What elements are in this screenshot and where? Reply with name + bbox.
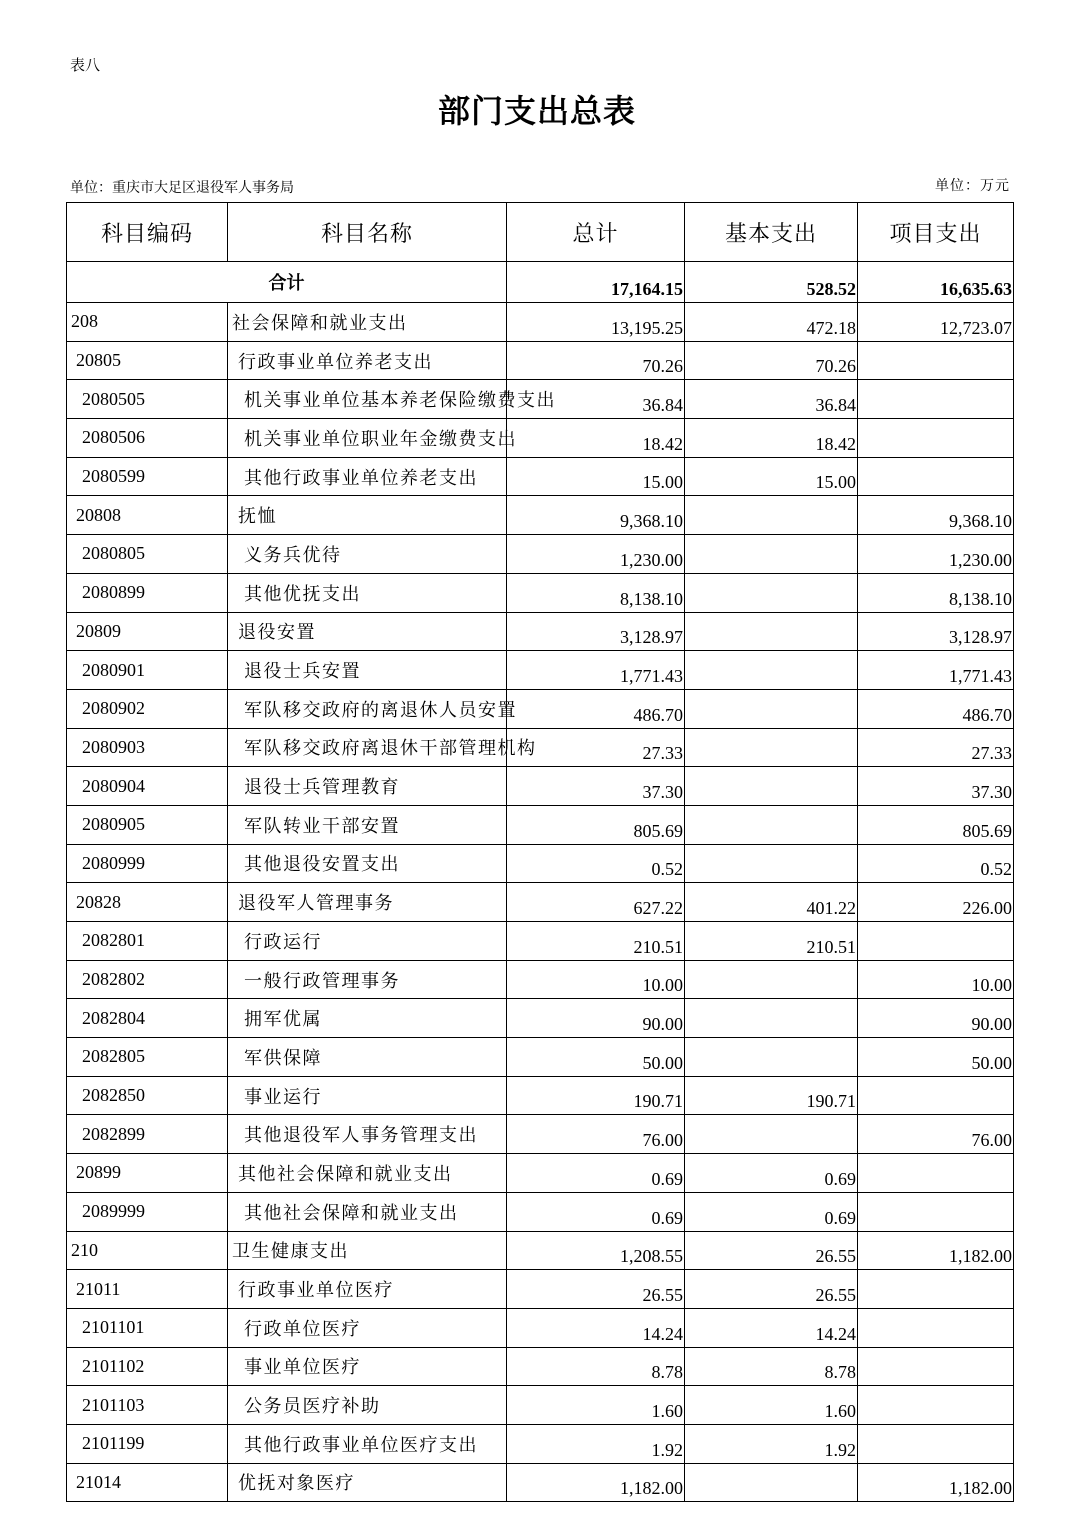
header-code: 科目编码 bbox=[67, 203, 228, 262]
total-label: 合计 bbox=[67, 262, 507, 303]
row-code: 2082801 bbox=[67, 922, 228, 961]
table-row bbox=[67, 651, 1014, 690]
table-row bbox=[67, 1424, 1014, 1463]
row-name: 其他行政事业单位医疗支出 bbox=[228, 1424, 507, 1463]
row-code: 20805 bbox=[67, 341, 228, 380]
row-project bbox=[858, 380, 1014, 419]
row-project bbox=[858, 419, 1014, 458]
row-total: 13,195.25 bbox=[507, 303, 685, 342]
row-name: 事业单位医疗 bbox=[228, 1347, 507, 1386]
row-name: 优抚对象医疗 bbox=[228, 1463, 507, 1502]
row-basic bbox=[685, 1038, 858, 1077]
row-total: 1,771.43 bbox=[507, 651, 685, 690]
row-code: 2089999 bbox=[67, 1192, 228, 1231]
row-code: 2080505 bbox=[67, 380, 228, 419]
row-code: 20828 bbox=[67, 883, 228, 922]
row-total: 26.55 bbox=[507, 1270, 685, 1309]
row-project: 1,771.43 bbox=[858, 651, 1014, 690]
row-basic: 8.78 bbox=[685, 1347, 858, 1386]
row-basic: 0.69 bbox=[685, 1154, 858, 1193]
row-project: 805.69 bbox=[858, 805, 1014, 844]
row-code: 21014 bbox=[67, 1463, 228, 1502]
row-name: 退役士兵安置 bbox=[228, 651, 507, 690]
row-basic bbox=[685, 535, 858, 574]
row-name: 行政事业单位养老支出 bbox=[228, 341, 507, 380]
row-total: 76.00 bbox=[507, 1115, 685, 1154]
row-total: 1.60 bbox=[507, 1386, 685, 1425]
table-row bbox=[67, 535, 1014, 574]
table-row bbox=[67, 1115, 1014, 1154]
row-total: 8,138.10 bbox=[507, 573, 685, 612]
row-name: 行政事业单位医疗 bbox=[228, 1270, 507, 1309]
page-title: 部门支出总表 bbox=[437, 92, 636, 130]
unit-currency: 单位：万元 bbox=[935, 178, 1010, 194]
row-basic bbox=[685, 496, 858, 535]
total-row bbox=[67, 262, 1014, 303]
row-project bbox=[858, 1076, 1014, 1115]
row-code: 20808 bbox=[67, 496, 228, 535]
row-basic: 14.24 bbox=[685, 1308, 858, 1347]
row-project: 1,230.00 bbox=[858, 535, 1014, 574]
row-project: 37.30 bbox=[858, 767, 1014, 806]
row-basic: 0.69 bbox=[685, 1192, 858, 1231]
row-basic: 1.92 bbox=[685, 1424, 858, 1463]
row-basic bbox=[685, 612, 858, 651]
row-basic: 70.26 bbox=[685, 341, 858, 380]
row-total: 27.33 bbox=[507, 728, 685, 767]
table-row bbox=[67, 612, 1014, 651]
row-name: 拥军优属 bbox=[228, 999, 507, 1038]
row-basic bbox=[685, 844, 858, 883]
row-code: 2082804 bbox=[67, 999, 228, 1038]
row-total: 10.00 bbox=[507, 960, 685, 999]
total-sum: 17,164.15 bbox=[507, 262, 685, 303]
table-row bbox=[67, 689, 1014, 728]
table-row bbox=[67, 883, 1014, 922]
table-row bbox=[67, 1270, 1014, 1309]
table-row bbox=[67, 1347, 1014, 1386]
row-total: 486.70 bbox=[507, 689, 685, 728]
total-project: 16,635.63 bbox=[858, 262, 1014, 303]
row-total: 8.78 bbox=[507, 1347, 685, 1386]
row-total: 18.42 bbox=[507, 419, 685, 458]
row-basic: 401.22 bbox=[685, 883, 858, 922]
row-name: 社会保障和就业支出 bbox=[228, 303, 507, 342]
row-basic bbox=[685, 1115, 858, 1154]
row-basic: 26.55 bbox=[685, 1231, 858, 1270]
row-project: 0.52 bbox=[858, 844, 1014, 883]
row-project: 226.00 bbox=[858, 883, 1014, 922]
row-basic bbox=[685, 999, 858, 1038]
row-basic: 26.55 bbox=[685, 1270, 858, 1309]
row-name: 义务兵优待 bbox=[228, 535, 507, 574]
row-basic: 210.51 bbox=[685, 922, 858, 961]
row-name: 事业运行 bbox=[228, 1076, 507, 1115]
row-total: 0.52 bbox=[507, 844, 685, 883]
header-basic: 基本支出 bbox=[685, 203, 858, 262]
row-code: 208 bbox=[67, 303, 228, 342]
row-total: 3,128.97 bbox=[507, 612, 685, 651]
row-name: 退役安置 bbox=[228, 612, 507, 651]
row-total: 1,230.00 bbox=[507, 535, 685, 574]
table-row bbox=[67, 805, 1014, 844]
row-basic bbox=[685, 651, 858, 690]
row-basic: 15.00 bbox=[685, 457, 858, 496]
row-total: 0.69 bbox=[507, 1192, 685, 1231]
row-project: 50.00 bbox=[858, 1038, 1014, 1077]
row-total: 36.84 bbox=[507, 380, 685, 419]
table-row bbox=[67, 922, 1014, 961]
row-project bbox=[858, 1308, 1014, 1347]
table-row bbox=[67, 341, 1014, 380]
row-code: 2101102 bbox=[67, 1347, 228, 1386]
row-basic: 190.71 bbox=[685, 1076, 858, 1115]
row-code: 2082805 bbox=[67, 1038, 228, 1077]
row-code: 2082899 bbox=[67, 1115, 228, 1154]
table-row bbox=[67, 1192, 1014, 1231]
row-basic bbox=[685, 1463, 858, 1502]
row-code: 2082802 bbox=[67, 960, 228, 999]
table-row bbox=[67, 303, 1014, 342]
row-project bbox=[858, 1386, 1014, 1425]
row-project: 90.00 bbox=[858, 999, 1014, 1038]
row-name: 其他社会保障和就业支出 bbox=[228, 1192, 507, 1231]
row-project bbox=[858, 1154, 1014, 1193]
total-basic: 528.52 bbox=[685, 262, 858, 303]
row-code: 2101199 bbox=[67, 1424, 228, 1463]
row-name: 军队移交政府离退休干部管理机构 bbox=[228, 728, 507, 767]
table-row bbox=[67, 1463, 1014, 1502]
table-row bbox=[67, 1308, 1014, 1347]
row-total: 50.00 bbox=[507, 1038, 685, 1077]
table-number: 表八 bbox=[70, 56, 101, 74]
row-code: 2080902 bbox=[67, 689, 228, 728]
row-project: 9,368.10 bbox=[858, 496, 1014, 535]
row-code: 2080599 bbox=[67, 457, 228, 496]
row-total: 37.30 bbox=[507, 767, 685, 806]
table-row bbox=[67, 457, 1014, 496]
row-name: 机关事业单位基本养老保险缴费支出 bbox=[228, 380, 507, 419]
row-project: 8,138.10 bbox=[858, 573, 1014, 612]
expenditure-table bbox=[66, 202, 1014, 1502]
table-row bbox=[67, 1231, 1014, 1270]
row-total: 1,182.00 bbox=[507, 1463, 685, 1502]
row-code: 2080905 bbox=[67, 805, 228, 844]
row-total: 14.24 bbox=[507, 1308, 685, 1347]
row-project: 76.00 bbox=[858, 1115, 1014, 1154]
table-row bbox=[67, 1154, 1014, 1193]
row-code: 2080999 bbox=[67, 844, 228, 883]
row-total: 90.00 bbox=[507, 999, 685, 1038]
table-row bbox=[67, 1038, 1014, 1077]
row-project: 486.70 bbox=[858, 689, 1014, 728]
row-basic: 472.18 bbox=[685, 303, 858, 342]
row-name: 其他优抚支出 bbox=[228, 573, 507, 612]
row-name: 行政单位医疗 bbox=[228, 1308, 507, 1347]
row-name: 军队转业干部安置 bbox=[228, 805, 507, 844]
table-row bbox=[67, 1076, 1014, 1115]
row-project: 27.33 bbox=[858, 728, 1014, 767]
row-total: 15.00 bbox=[507, 457, 685, 496]
row-total: 210.51 bbox=[507, 922, 685, 961]
header-project: 项目支出 bbox=[858, 203, 1014, 262]
row-name: 其他行政事业单位养老支出 bbox=[228, 457, 507, 496]
row-name: 军供保障 bbox=[228, 1038, 507, 1077]
row-project bbox=[858, 1192, 1014, 1231]
row-project: 12,723.07 bbox=[858, 303, 1014, 342]
row-code: 2080805 bbox=[67, 535, 228, 574]
row-name: 抚恤 bbox=[228, 496, 507, 535]
row-name: 其他退役安置支出 bbox=[228, 844, 507, 883]
row-project bbox=[858, 341, 1014, 380]
row-basic: 18.42 bbox=[685, 419, 858, 458]
row-name: 一般行政管理事务 bbox=[228, 960, 507, 999]
table-row bbox=[67, 1386, 1014, 1425]
row-name: 退役士兵管理教育 bbox=[228, 767, 507, 806]
row-name: 公务员医疗补助 bbox=[228, 1386, 507, 1425]
header-row bbox=[67, 203, 1014, 262]
table-row bbox=[67, 496, 1014, 535]
table-row bbox=[67, 960, 1014, 999]
row-name: 其他退役军人事务管理支出 bbox=[228, 1115, 507, 1154]
table-row bbox=[67, 419, 1014, 458]
table-row bbox=[67, 999, 1014, 1038]
table-row bbox=[67, 767, 1014, 806]
table-row bbox=[67, 844, 1014, 883]
row-code: 2082850 bbox=[67, 1076, 228, 1115]
row-project: 1,182.00 bbox=[858, 1463, 1014, 1502]
row-basic bbox=[685, 573, 858, 612]
row-basic bbox=[685, 689, 858, 728]
row-code: 210 bbox=[67, 1231, 228, 1270]
row-project: 1,182.00 bbox=[858, 1231, 1014, 1270]
row-code: 2101103 bbox=[67, 1386, 228, 1425]
row-basic bbox=[685, 960, 858, 999]
row-code: 2080904 bbox=[67, 767, 228, 806]
row-total: 627.22 bbox=[507, 883, 685, 922]
table-row bbox=[67, 728, 1014, 767]
row-project bbox=[858, 1347, 1014, 1386]
table-row bbox=[67, 573, 1014, 612]
row-basic: 36.84 bbox=[685, 380, 858, 419]
row-basic bbox=[685, 728, 858, 767]
row-total: 1,208.55 bbox=[507, 1231, 685, 1270]
row-total: 0.69 bbox=[507, 1154, 685, 1193]
row-project bbox=[858, 1424, 1014, 1463]
row-project bbox=[858, 922, 1014, 961]
row-name: 退役军人管理事务 bbox=[228, 883, 507, 922]
row-project: 3,128.97 bbox=[858, 612, 1014, 651]
row-name: 卫生健康支出 bbox=[228, 1231, 507, 1270]
row-total: 70.26 bbox=[507, 341, 685, 380]
row-code: 2101101 bbox=[67, 1308, 228, 1347]
row-basic: 1.60 bbox=[685, 1386, 858, 1425]
row-name: 行政运行 bbox=[228, 922, 507, 961]
row-code: 2080903 bbox=[67, 728, 228, 767]
header-name: 科目名称 bbox=[228, 203, 507, 262]
header-total: 总计 bbox=[507, 203, 685, 262]
row-code: 20809 bbox=[67, 612, 228, 651]
row-basic bbox=[685, 767, 858, 806]
row-code: 2080506 bbox=[67, 419, 228, 458]
row-project bbox=[858, 1270, 1014, 1309]
row-total: 1.92 bbox=[507, 1424, 685, 1463]
row-total: 805.69 bbox=[507, 805, 685, 844]
row-total: 9,368.10 bbox=[507, 496, 685, 535]
row-code: 2080899 bbox=[67, 573, 228, 612]
row-code: 21011 bbox=[67, 1270, 228, 1309]
table-row bbox=[67, 380, 1014, 419]
row-project bbox=[858, 457, 1014, 496]
row-basic bbox=[685, 805, 858, 844]
row-code: 20899 bbox=[67, 1154, 228, 1193]
row-name: 军队移交政府的离退休人员安置 bbox=[228, 689, 507, 728]
row-total: 190.71 bbox=[507, 1076, 685, 1115]
row-code: 2080901 bbox=[67, 651, 228, 690]
row-project: 10.00 bbox=[858, 960, 1014, 999]
unit-organization: 单位：重庆市大足区退役军人事务局 bbox=[70, 180, 294, 196]
row-name: 机关事业单位职业年金缴费支出 bbox=[228, 419, 507, 458]
row-name: 其他社会保障和就业支出 bbox=[228, 1154, 507, 1193]
